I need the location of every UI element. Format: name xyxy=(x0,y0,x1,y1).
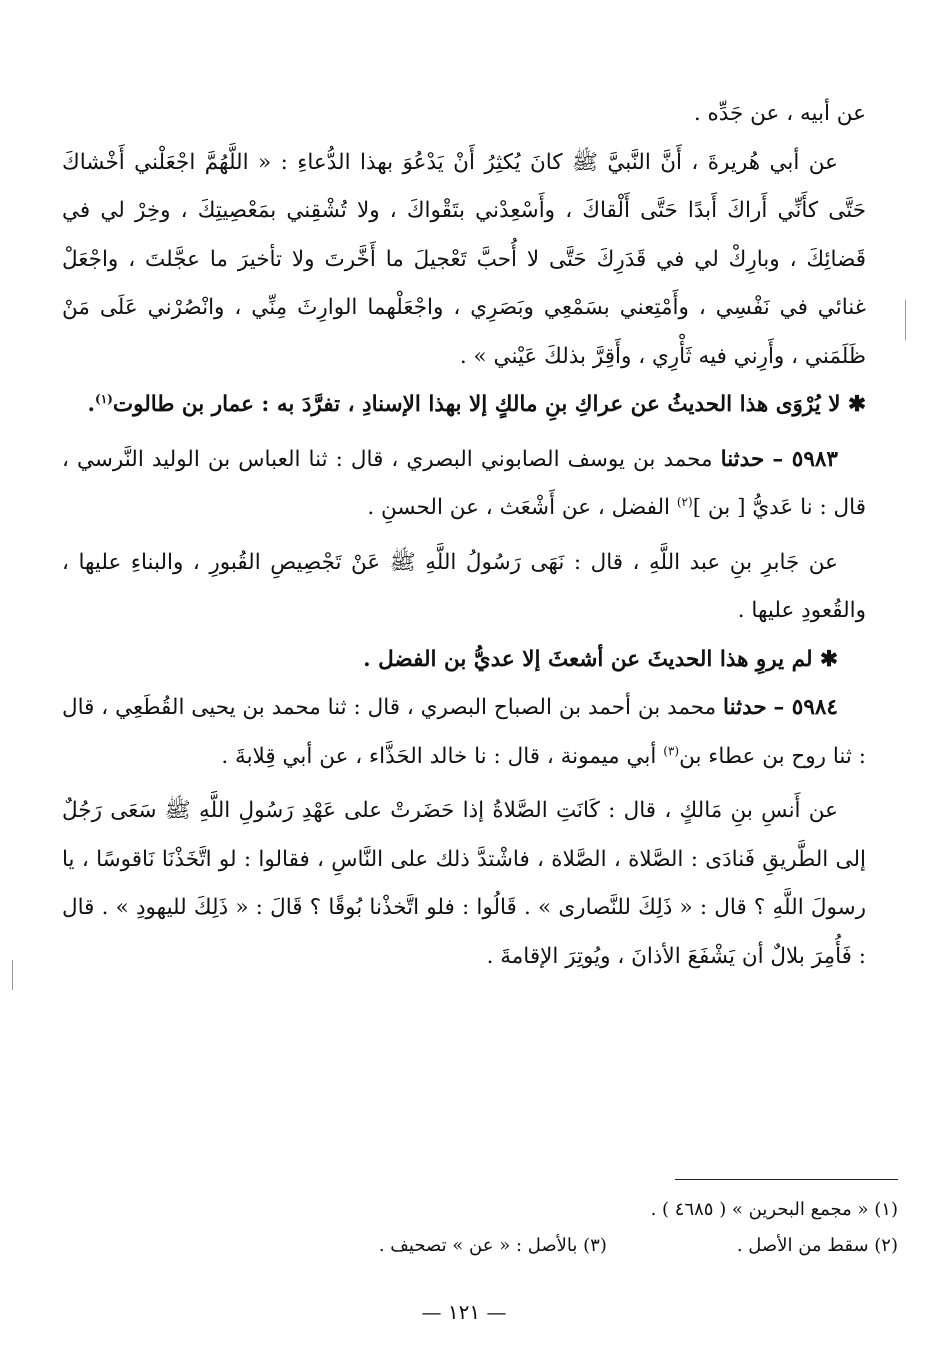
footnote-divider xyxy=(675,1179,898,1180)
haddathana-label: حدثنا xyxy=(723,695,767,720)
main-text xyxy=(62,90,866,981)
page-number: — ١٢١ — xyxy=(421,1300,507,1324)
hadith-number: ٥٩٨٤ – xyxy=(773,695,838,720)
footnote-row xyxy=(100,1192,898,1228)
footnote-row xyxy=(100,1228,898,1264)
isnad-text: محمد بن أحمد بن الصباح البصري ، قال : ثنا محمد بن يحيى القُطَعِي ، قال : ثنا روح بن عطاء بن xyxy=(62,695,866,769)
footnote-mark[interactable]: (١) xyxy=(95,391,113,406)
note-text: لم يروِ هذا الحديثَ عن أشعثَ إلا عديُّ بن الفضل . xyxy=(363,646,813,672)
footnote-1: (١) « مجمع البحرين » ( ٤٦٨٥ ) . xyxy=(650,1199,898,1220)
isnad-end-line xyxy=(62,90,866,139)
footnote-mark[interactable]: (٢) xyxy=(676,494,693,509)
editor-note xyxy=(62,381,866,430)
hadith-number: ٥٩٨٣ – xyxy=(772,446,838,472)
haddathana-label: حدثنا xyxy=(720,446,765,472)
matn-text: عن أبي هُريرةَ ، أَنَّ النَّبيَّ ﷺ كانَ يُكثِرُ أَنْ يَدْعُوَ بهذا الدُّعاءِ : « اللَّهُمَّ اجْعَلْني أَخْشاكَ حَتَّى كأَنِّي أَراكَ أَبدًا حَتَّى أَلْقاكَ ، وأَسْعِدْني بتَقْواكَ ، ولا تُشْقِني بمَعْصِيتِكَ ، وخِرْ لي في قَضائِكَ ، وبارِكْ لي في قَدَرِكَ حَتَّى لا أُحبَّ تَعْجيلَ ما أَخَّرتَ ولا تأخيرَ ما عجَّلتَ ، واجْعَلْ غنائي في نَفْسِي ، وأَمْتِعني بسَمْعِي وبَصَرِي ، واجْعَلْهما الوارِثَ مِنِّي ، وانْصُرْني عَلَى مَنْ ظَلَمَني ، وأَرِني فيه ثَأْرِي ، وأَقِرَّ بذلكَ عَيْني » . xyxy=(62,149,866,369)
editor-note xyxy=(62,636,866,685)
margin-mark xyxy=(905,300,906,340)
footnote-2: (٢) سقط من الأصل . xyxy=(736,1235,898,1256)
hadith-text xyxy=(62,139,866,382)
star-icon: ✱ xyxy=(812,646,838,672)
isnad-text: أبي ميمونة ، قال : نا خالد الحَذَّاء ، عن أبي قِلابةَ . xyxy=(221,743,657,769)
matn-text: عن أَنسِ بنِ مَالكٍ ، قال : كَانَتِ الصَّلاةُ إذا حَضَرتْ على عَهْدِ رَسُولِ اللَّهِ ﷺ سَعَى رَجُلٌ إلى الطَّريقِ فَنادَى : الصَّلاة ، الصَّلاة ، فاشْتدَّ ذلك على النَّاسِ ، فقالوا : لو اتَّخَذْنَا نَاقوسًا ، يا رسولَ اللَّهِ ؟ قال : « ذَلِكَ للنَّصارى » . قَالُوا : فلو اتَّخذْنا بُوقًا ؟ قَالَ : « ذَلِكَ لليهودِ » . قال : فَأُمِرَ بلالٌ أن يَشْفَعَ الأذانَ ، ويُوتِرَ الإقامةَ . xyxy=(62,798,866,969)
matn-text: عن جَابرِ بنِ عبد اللَّهِ ، قال : نَهَى رَسُولُ اللَّهِ ﷺ عَنْ تَجْصِيصِ القُبورِ ، والبناءِ عليها ، والقُعودِ عليها . xyxy=(62,549,866,623)
hadith-text xyxy=(62,787,866,981)
hadith-isnad xyxy=(62,684,866,781)
footnote-mark[interactable]: (٣) xyxy=(663,743,680,758)
text-line: عن أبيه ، عن جَدِّه . xyxy=(693,101,866,126)
period: . xyxy=(87,392,96,417)
note-text: لا يُرْوَى هذا الحديثُ عن عراكِ بنِ مالكٍ إلا بهذا الإسنادِ ، تفرَّدَ به : عمار بن طالوت xyxy=(112,392,841,417)
star-icon: ✱ xyxy=(840,392,866,417)
isnad-text: الفضل ، عن أَشْعَث ، عن الحسنِ . xyxy=(367,495,671,520)
margin-mark xyxy=(12,960,13,990)
footnote-3: (٣) بالأصل : « عن » تصحيف . xyxy=(378,1235,607,1256)
hadith-isnad xyxy=(62,436,866,533)
hadith-text xyxy=(62,539,866,636)
isnad-text: محمد بن يوسف الصابوني البصري ، قال : ثنا العباس بن الوليد النَّرسي ، قال : نا عَديُّ [ بن ] xyxy=(62,446,866,520)
footnotes xyxy=(100,1192,898,1264)
